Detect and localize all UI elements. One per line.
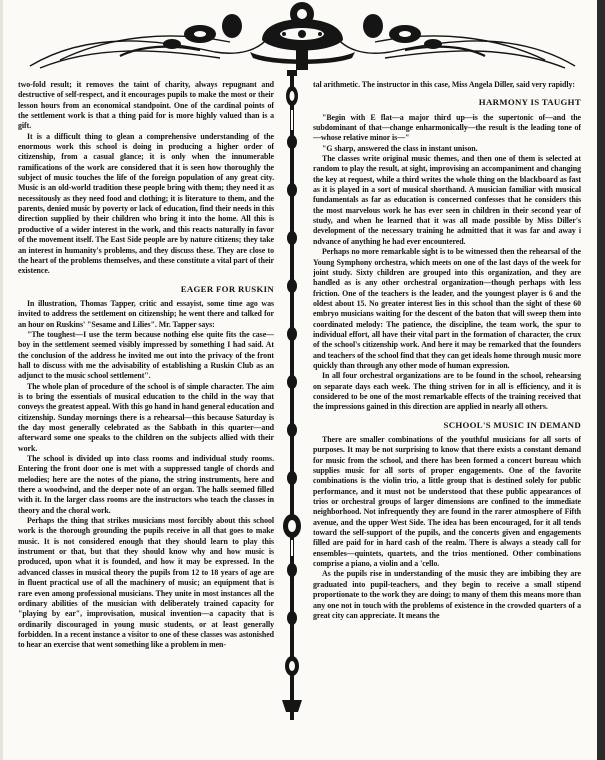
paragraph: "Begin with E flat—a major third up—is the supertonic of—and the subdominant of that—change enharmonically—the result is the leading tone of—whose relative minor is—" [313,112,581,143]
paragraph: There are smaller combinations of the youthful musicians for all sorts of purposes. It may be not surprising to know that there exists a constant demand for music from the school, and there has been formed a concert bureau which supplies music for all sorts of proper engagements. One of the favorite combinations is the violin trio, a little group that is destined solely for public performance, and it must not be understood that these public appearances of trios or orchestral groups of larger dimensions are confined to the immediate neighborhood. Not infrequently they are found in the rarer atmosphere of Fifth avenue, and the upper West Side. The idea has been encouraged, for it all tends toward the self-support of the pupils, and the concerts given and engagements filled are paid for in hard cash of the realm. There is always a steady call for ensembles—quintets, quartets, and the trios mentioned. Other combinations comprise a piano, a violin and a 'cello. [313,435,581,569]
paragraph: The classes write original music themes, and then one of them is selected at random to play the result, at sight, improvising an accompaniment and changing the key at request, while a third writes the whole thing on the blackboard as fast as it is played in a sort of musical shorthand. A musician familiar with musical fundamentals as far as education is concerned confesses that he considers this the most marvelous work he has ever seen in children in their second year of study, and when he learned that it was all made possible by Miss Diller's development of the necessary training he admitted that it was far and away i ndvance of anything he had ever encountered. [313,154,581,246]
paragraph: In illustration, Thomas Tapper, critic and essayist, some time ago was invited to address the settlement on citizenship; he went there and talked for an hour on Ruskins' "Sesame and Lilies". Mr. Tapper says: [18,298,274,329]
left-text-column [18,80,274,750]
paragraph: Perhaps no more remarkable sight is to be witnessed then the rehearsal of the Young Symphony orchestra, which meets on one of the last days of the week for joint study. Sixty children are grouped into this organization, and they are handled as is any other orchestral organization—though perhaps with less friction. One of the teachers is the leader, and the youngest player is 6 and the oldest about 15. No greater interest lies in this school than the sight of these 60 embryo musicians waiting for the descent of the baton that will sweep them into coordinated melody: The patience, the discipline, the team work, the spur to individual effort, all have their vital part in the formation of character, the crux of the school's citizenship work. And here it may be remarked that the founders and teachers of the school find that they can get ideals home through music more quickly than through any other mode of human expression. [313,247,581,370]
section-heading: EAGER FOR RUSKIN [180,283,274,294]
section-heading: HARMONY IS TAUGHT [478,97,581,108]
paragraph: "The toughest—I use the term because nothing else quite fits the case—boy in the settlement seemed visibly impressed by something I had said. At the conclusion of the address he invited me out into the privacy of the front hall to discuss with me the advisability of establishing a Ruskin Club as an adjunct to the music school settlement". [18,329,274,381]
paragraph: tal arithmetic. The instructor in this case, Miss Angela Diller, said very rapidly: [313,80,576,89]
ornamental-header-icon [0,0,605,74]
paragraph: As the pupils rise in understanding of the music they are imbibing they are graduated into pupil-teachers, and they begin to receive a small stipend proportionate to the work they are doing; to many of them this means more than any one not in touch with the problems of existence in the crowded quarters of a great city can appreciate. It means the [313,569,581,620]
paragraph: The school is divided up into class rooms and individual study rooms. Entering the front door one is met with a suppressed tangle of chords and melodies; here are the notes of the piano, the string instruments, here and there a woodwind, and the deeper note of an organ. The halls seemed filled with it. In the larger class rooms are the instructors who teach the classes in theory and the choral work. [18,454,274,515]
page-edge-right [597,0,605,760]
right-text-column [313,80,581,750]
ornamental-divider-icon [278,70,306,720]
paragraph: two-fold result; it removes the taint of charity, always repugnant and destructive of self-respect, and it encourages pupils to make the most or their lesson hours from an economical standpoint. One of the cardinal points of the settlement work is that a thing paid for is more highly valued than is a gift. [18,80,274,131]
page-edge-left [0,0,3,760]
paragraph: Perhaps the thing that strikes musicians most forcibly about this school work is the thorough grounding the pupils receive in all that goes to make music. It is not considered enough that they should learn to play this instrument or that, but that they should know why and how music is produced, upon what it is founded, and how it may be expressed. In the advanced classes in musical theory the pupils from 12 to 18 years of age are in fluent practical use of all the machinery of music; an equipment that is rare even among professional musicians. They unite in most instances all the ordinary abilities of the musician with deliberately trained capacity for "playing by ear", improvisation, musical invention—a capacity that is ordinarily discouraged in young music students, or at least generally forbidden. In a recent instance a visitor to one of these classes was astonished to hear an exercise that went something like a problem in men- [18,516,274,650]
paragraph: "G sharp, answered the class in instant unison. [322,143,478,153]
paragraph: The whole plan of procedure of the school is of simple character. The aim is to bring the essentials of musical education to the child in the way that conveys the greatest appeal. With this go hand in hand general education and citizenship. Sunday mornings there is a rehearsal—this because Saturday is the day most generally celebrated as the Sabbath in this quarter—and afterward some one speaks to the children on the subjects allied with their work. [18,381,274,453]
paragraph: In all four orchestral organizations are to be found in the school, rehearsing on separate days each week. The thing striven for in all is efficiency, and it is considered to be one of the most remarkable effects of the training received that the impressions gained in this direction are applied in nearly all others. [313,371,581,412]
section-heading: SCHOOL'S MUSIC IN DEMAND [443,419,581,430]
paragraph: It is a difficult thing to glean a comprehensive understanding of the enormous work this school is doing in producing a higher order of citizenship, from a casual glance; it is only when the innumerable ramifications of the work are considered that it is seen how thoroughly the subject of music touches the life of the foreign population of any great city. Music is an old-world tradition these people bring with them; they need it as necessitously as they need food and clothing; it is literature to them, and the parents, denied music by poverty or lack of education, find their needs in this direction supplied by their children who bring it into the home. All this is productive of a wider interest in the work, and this reacts naturally in favor of the movement itself. The East Side people are by nature citizens; they take an interest in humanity's problems, and they discuss these. They are close to the heart of the problems themselves, and these constitute a vital part of their existence. [18,131,274,276]
